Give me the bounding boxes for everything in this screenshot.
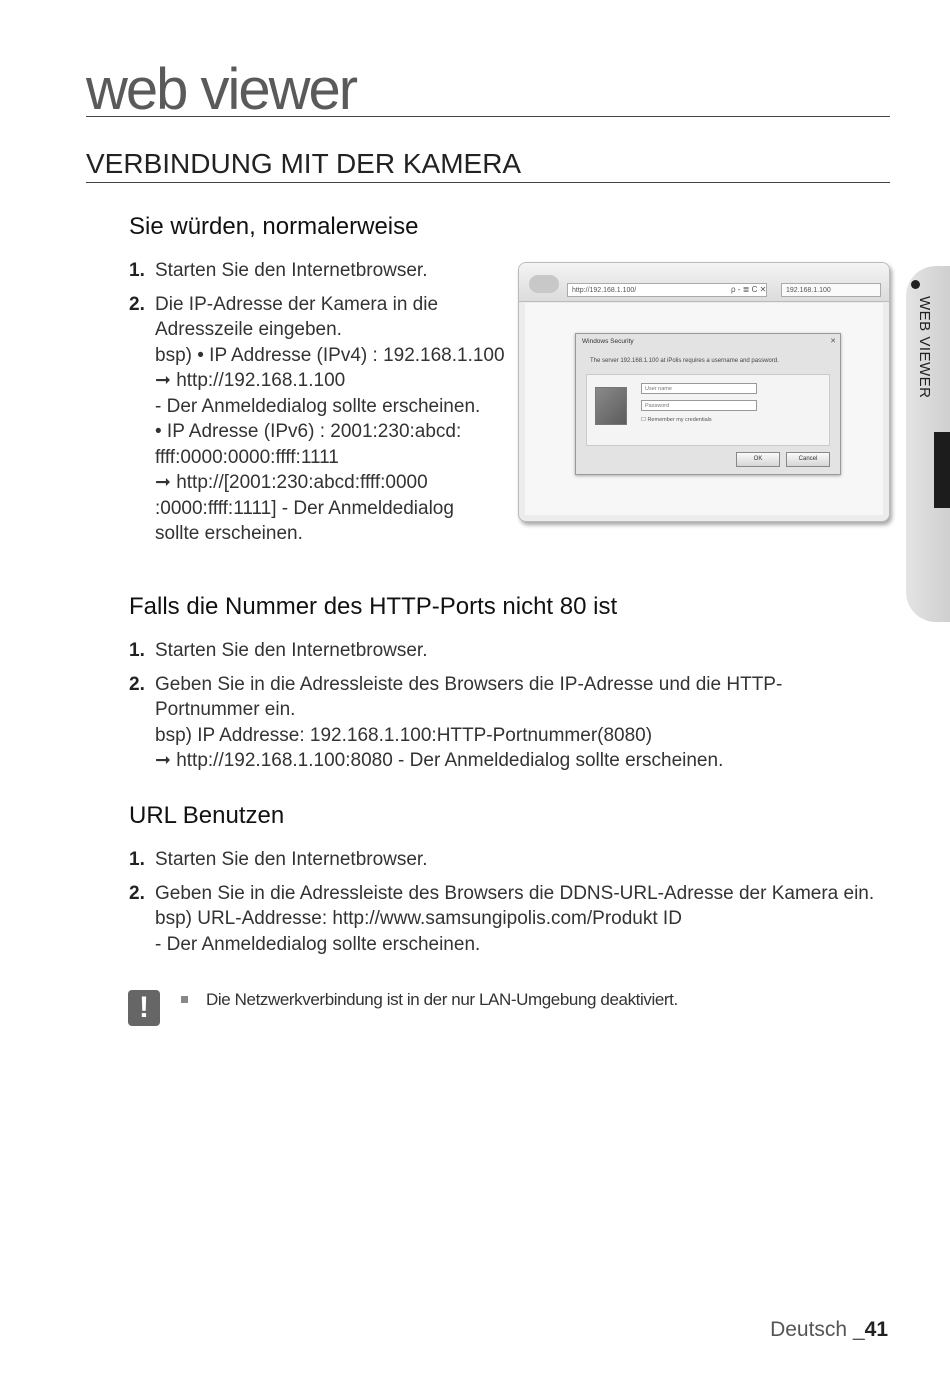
chapter-rule (86, 116, 890, 117)
password-field: Password (641, 400, 757, 411)
step-line: Starten Sie den Internetbrowser. (155, 849, 428, 870)
step-line: ➞ http://192.168.1.100:8080 - Der Anmeldedialog sollte erscheinen. (155, 750, 724, 771)
step-item (129, 881, 899, 958)
login-dialog (575, 333, 841, 475)
side-tab-marker (934, 432, 950, 508)
step-line: Geben Sie in die Adressleiste des Browsers die IP-Adresse und die HTTP- (155, 673, 783, 695)
warning-icon: ! (128, 990, 160, 1026)
step-line: • IP Adresse (IPv6) : 2001:230:abcd: (155, 421, 462, 442)
steps-url (129, 847, 899, 965)
step-number: 2. (129, 673, 145, 695)
ok-button: OK (736, 452, 780, 467)
step-item (129, 292, 509, 547)
note-text: Die Netzwerkverbindung ist in der nur LAN-Umgebung deaktiviert. (206, 990, 678, 1009)
browser-toolbar (519, 263, 889, 302)
chapter-title: web viewer (86, 57, 357, 122)
section-title: VERBINDUNG MIT DER KAMERA (86, 148, 522, 179)
subhead-url: URL Benutzen (129, 802, 285, 829)
step-item (129, 258, 509, 284)
step-line: Geben Sie in die Adressleiste des Browsers die DDNS-URL-Adresse der Kamera ein. (155, 882, 875, 904)
step-line: Starten Sie den Internetbrowser. (155, 640, 428, 661)
step-number: 2. (129, 882, 145, 904)
credentials-panel (586, 374, 830, 446)
footer-language: Deutsch _ (770, 1318, 865, 1341)
step-line: sollte erscheinen. (155, 523, 303, 544)
browser-tab: 192.168.1.100 (781, 283, 881, 297)
cancel-button: Cancel (786, 452, 830, 467)
user-avatar-icon (595, 387, 627, 425)
bullet-dot-icon (911, 280, 920, 289)
step-number: 2. (129, 293, 145, 315)
step-line: ➞ http://192.168.1.100 (155, 370, 346, 391)
step-number: 1. (129, 640, 145, 661)
step-line: Die IP-Adresse der Kamera in die (155, 293, 439, 315)
step-item (129, 847, 899, 873)
step-line: ffff:0000:0000:ffff:1111 (155, 446, 339, 468)
subhead-http-port: Falls die Nummer des HTTP-Ports nicht 80 ist (129, 593, 618, 620)
close-icon: ✕ (830, 338, 836, 345)
address-bar: http://192.168.1.100/ (567, 283, 767, 297)
step-item (129, 638, 869, 664)
dialog-message: The server 192.168.1.100 at iPolis requires a username and password. (590, 358, 779, 364)
steps-normal (129, 258, 509, 555)
page-number: 41 (864, 1318, 888, 1341)
remember-checkbox: ☐ Remember my credentials (641, 417, 712, 423)
steps-http-port (129, 638, 869, 782)
step-line: Adresszeile eingeben. (155, 319, 342, 340)
step-line: bsp) URL-Addresse: http://www.samsungipolis.com/Produkt ID (155, 908, 682, 929)
step-line: - Der Anmeldedialog sollte erscheinen. (155, 395, 481, 417)
step-line: bsp) • IP Addresse (IPv4) : 192.168.1.100 (155, 344, 505, 366)
username-field: User name (641, 383, 757, 394)
step-line: - Der Anmeldedialog sollte erscheinen. (155, 933, 481, 955)
side-tab-label: WEB VIEWER (916, 296, 933, 399)
browser-login-screenshot (518, 262, 890, 522)
step-line: Portnummer ein. (155, 699, 296, 720)
step-number: 1. (129, 260, 145, 281)
page-footer (770, 1316, 888, 1344)
step-line: :0000:ffff:1111] - Der Anmeldedialog (155, 497, 454, 519)
section-rule (86, 182, 890, 183)
step-number: 1. (129, 849, 145, 870)
step-item (129, 672, 869, 774)
browser-tools: ρ - ≣ C ✕ (731, 285, 767, 294)
step-line: Starten Sie den Internetbrowser. (155, 260, 428, 281)
subhead-normal: Sie würden, normalerweise (129, 213, 419, 240)
step-line: bsp) IP Addresse: 192.168.1.100:HTTP-Portnummer(8080) (155, 724, 653, 746)
square-bullet-icon (181, 996, 188, 1003)
back-forward-icon (529, 275, 559, 293)
dialog-title: Windows Security (582, 338, 634, 345)
step-line: ➞ http://[2001:230:abcd:ffff:0000 (155, 472, 428, 493)
